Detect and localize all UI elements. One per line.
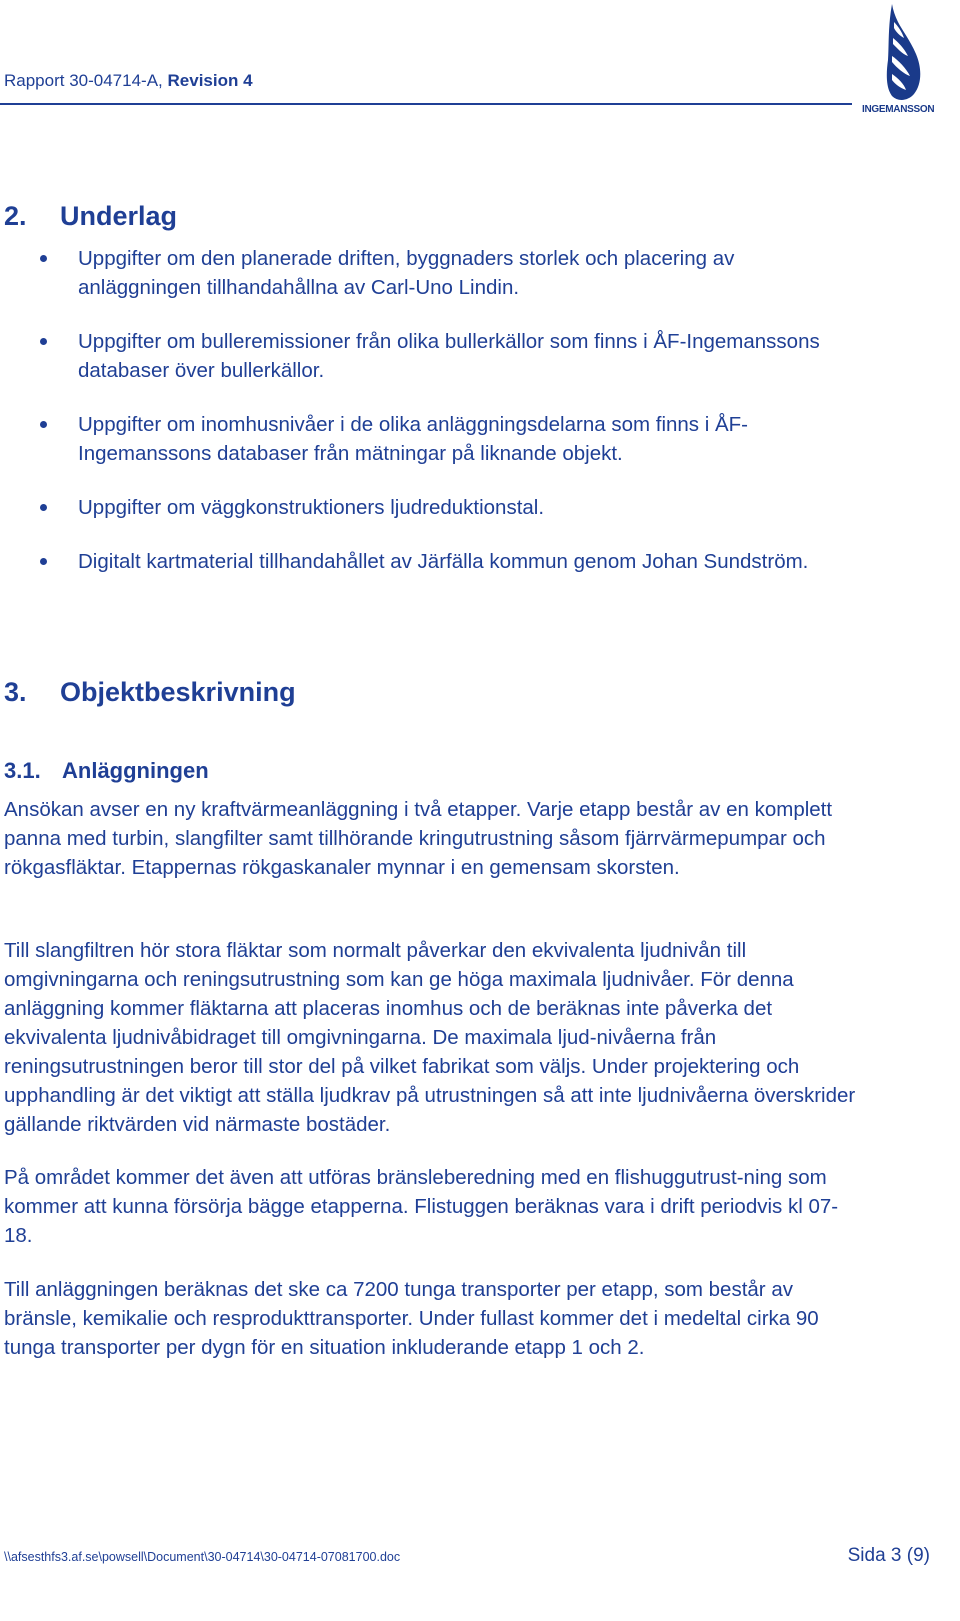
paragraph: På området kommer det även att utföras bränsleberedning med en flishuggutrust-ning som kommer att kunna försörja bägge etapperna. Flistuggen beräknas vara i drift periodvis kl 07-18.: [4, 1166, 839, 1247]
header-divider: [0, 103, 852, 105]
list-item-text: Uppgifter om väggkonstruktioners ljudreduktionstal.: [78, 496, 545, 519]
list-item-text: Uppgifter om den planerade driften, byggnaders storlek och placering av anläggningen tillhandahållna av Carl-Uno Lindin.: [78, 247, 735, 299]
underlag-list: [0, 244, 860, 601]
section-number: 2.: [4, 201, 27, 231]
ingemansson-shell-logo: [862, 2, 935, 118]
bullet-icon: [40, 504, 47, 511]
subsection-3-1-heading: [4, 758, 209, 784]
bullet-icon: [40, 421, 47, 428]
report-header: [4, 71, 253, 91]
list-item: [0, 493, 860, 522]
section-3-heading: [4, 677, 296, 708]
document-path: \\afsesthfs3.af.se\powsell\Document\30-04714\30-04714-07081700.doc: [4, 1550, 401, 1564]
paragraph: Till slangfiltren hör stora fläktar som normalt påverkar den ekvivalenta ljudnivån till omgivningarna och reningsutrustning som kan ge höga maximala ljudnivåer. För denna anläggning kommer fläktarna att placeras inomhus och de beräknas inte påverka det ekvivalenta ljudnivåbidraget till omgivningarna. De maximala ljud-nivåerna från reningsutrustningen beror till stor del på vilket fabrikat som väljs. Under projektering och upphandling är det viktigt att ställa ljudkrav på utrustningen så att inte ljudnivåerna överskrider gällande riktvärden vid närmaste bostäder.: [4, 939, 856, 1136]
list-item: [0, 410, 860, 468]
revision-label: Revision 4: [167, 71, 253, 90]
page-number: Sida 3 (9): [847, 1545, 930, 1566]
logo-wordmark: INGEMANSSON: [862, 104, 935, 115]
section-title: Underlag: [60, 201, 178, 231]
list-item-text: Uppgifter om inomhusnivåer i de olika anläggningsdelarna som finns i ÅF-Ingemanssons databaser från mätningar på liknande objekt.: [78, 413, 749, 465]
list-item: [0, 327, 860, 385]
paragraph: Till anläggningen beräknas det ske ca 7200 tunga transporter per etapp, som består av bränsle, kemikalie och resprodukttransporter. Under fullast kommer det i medeltal cirka 90 tunga transporter per dygn för en situation inkluderande etapp 1 och 2.: [4, 1278, 819, 1359]
list-item: [0, 244, 860, 302]
list-item-text: Uppgifter om bulleremissioner från olika bullerkällor som finns i ÅF-Ingemanssons databaser över bullerkällor.: [78, 330, 820, 382]
section-number: 3.: [4, 677, 27, 707]
bullet-icon: [40, 338, 47, 345]
report-reference: Rapport 30-04714-A,: [4, 71, 163, 90]
section-title: Objektbeskrivning: [60, 677, 296, 707]
subsection-number: 3.1.: [4, 758, 41, 783]
section-2-heading: [4, 201, 177, 232]
bullet-icon: [40, 255, 47, 262]
paragraph: Ansökan avser en ny kraftvärmeanläggning i två etapper. Varje etapp består av en komplett panna med turbin, slangfilter samt tillhörande kringutrustning såsom fjärrvärmepumpar och rökgasfläktar. Etappernas rökgaskanaler mynnar i en gemensam skorsten.: [4, 798, 833, 879]
bullet-icon: [40, 558, 47, 565]
list-item: [0, 547, 860, 576]
subsection-title: Anläggningen: [62, 758, 209, 783]
list-item-text: Digitalt kartmaterial tillhandahållet av Järfälla kommun genom Johan Sundström.: [78, 550, 809, 573]
